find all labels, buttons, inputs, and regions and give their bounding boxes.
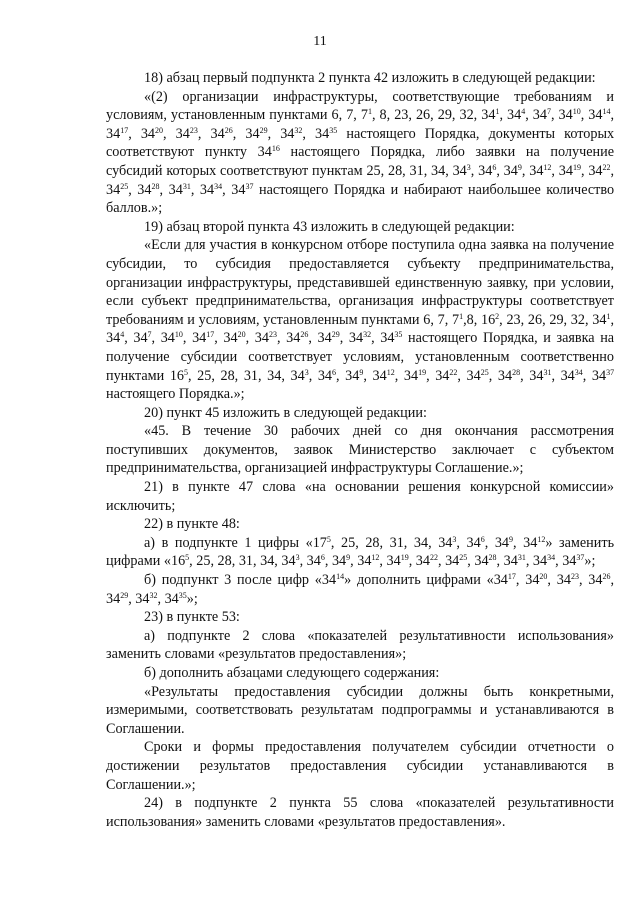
paragraph-item-19-text: «Если для участия в конкурсном отборе поступила одна заявка на получение субсидии, то субсидия предоставляется субъекту предпринимательства, организации инфраструктуры, представившей единственную заявку, при условии, если субъект предпринимательства, организация инфраструктуры соответствует требованиям и условиям, установленным пунктами 6, 7, $7^1,8$, $16^2$, 23, 26, 29, 32, $34^1$, $34^4$, $34^7$, $34^{10}$, $34^{17}$, $34^{20}$, $34^{23}$, $34^{26}$, $34^{29}$, $34^{32}$, $34^{35}$ настоящего Порядка, и заявка на получение субсидии соответствует условиям, установленным соответственно пунктами $16^5$, 25, 28, 31, 34, $34^3$, $34^6$, $34^9$, $34^{12}$, $34^{19}$, $34^{22}$, $34^{25}$, $34^{28}$, $34^{31}$, $34^{34}$, $34^{37}$ настоящего Порядка.»; <box>106 237 615 403</box>
paragraph-item-23a: а) подпункте 2 слова «показателей результативности использования» заменить словами «результатов предоставления»; <box>106 627 614 663</box>
paragraph-item-22: 22) в пункте 48: <box>144 516 240 533</box>
paragraph-item-23: 23) в пункте 53: <box>144 609 240 626</box>
paragraph-item-18: 18) абзац первый подпункта 2 пункта 42 изложить в следующей редакции: <box>144 70 596 86</box>
paragraph-results: «Результаты предоставления субсидии должны быть конкретными, измеримыми, соответствовать результатам подпрограммы и устанавливаются в Соглашении. <box>106 683 614 737</box>
paragraph-item-24: 24) в подпункте 2 пункта 55 слова «показателей результативности использования» заменить словами «результатов предоставления». <box>106 795 614 830</box>
paragraph-item-18-text: «(2) организации инфраструктуры, соответствующие требованиям и условиям, установленным пунктами 6, 7, $7^1$, 8, 23, 26, 29, 32, $34^1$, $34^4$, $34^7$, $34^{10}$, $34^{14}$, $34^{17}$, $34^{20}$, $34^{23}$, $34^{26}$, $34^{29}$, $34^{32}$, $34^{35}$ настоящего Порядка, документы которых соответствуют пункту $34^{16}$ настоящего Порядка, либо заявки на получение субсидий которых соответствуют пунктам 25, 28, 31, 34, $34^3$, $34^6$, $34^9$, $34^{12}$, $34^{19}$, $34^{22}$, $34^{25}$, $34^{28}$, $34^{31}$, $34^{34}$, $34^{37}$ настоящего Порядка и набирают наибольшее количество баллов.»; <box>106 88 615 217</box>
document-body <box>106 69 614 831</box>
paragraph-item-21: 21) в пункте 47 слова «на основании решения конкурсной комиссии» исключить; <box>106 479 614 514</box>
paragraph-item-22b: б) подпункт 3 после цифр «$34^{14}$» дополнить цифрами «$34^{17}$, $34^{20}$, $34^{23}$, $34^{26}$, $34^{29}$, $34^{32}$, $34^{35}$»; <box>106 572 614 607</box>
paragraph-item-23b: б) дополнить абзацами следующего содержания: <box>144 665 440 681</box>
paragraph-item-20: 20) пункт 45 изложить в следующей редакции: <box>144 404 427 421</box>
page-number: 11 <box>313 34 327 49</box>
paragraph-item-20-text: «45. В течение 30 рабочих дней со дня окончания рассмотрения поступивших документов, заявок Министерство заключает с субъектом предпринимательства, организацией инфраструктуры Соглашение.»; <box>106 423 614 477</box>
paragraph-reporting: Сроки и формы предоставления получателем субсидии отчетности о достижении результатов предоставления субсидии устанавливаются в Соглашении.»; <box>106 739 614 793</box>
paragraph-item-22a: а) в подпункте 1 цифры «$17^5$, 25, 28, 31, 34, $34^3$, $34^6$, $34^9$, $34^{12}$» заменить цифрами «$16^5$, 25, 28, 31, 34, $34^3$, $34^6$, $34^9$, $34^{12}$, $34^{19}$, $34^{22}$, $34^{25}$, $34^{28}$, $34^{31}$, $34^{34}$, $34^{37}$»; <box>106 534 615 570</box>
paragraph-item-19: 19) абзац второй пункта 43 изложить в следующей редакции: <box>144 218 515 235</box>
